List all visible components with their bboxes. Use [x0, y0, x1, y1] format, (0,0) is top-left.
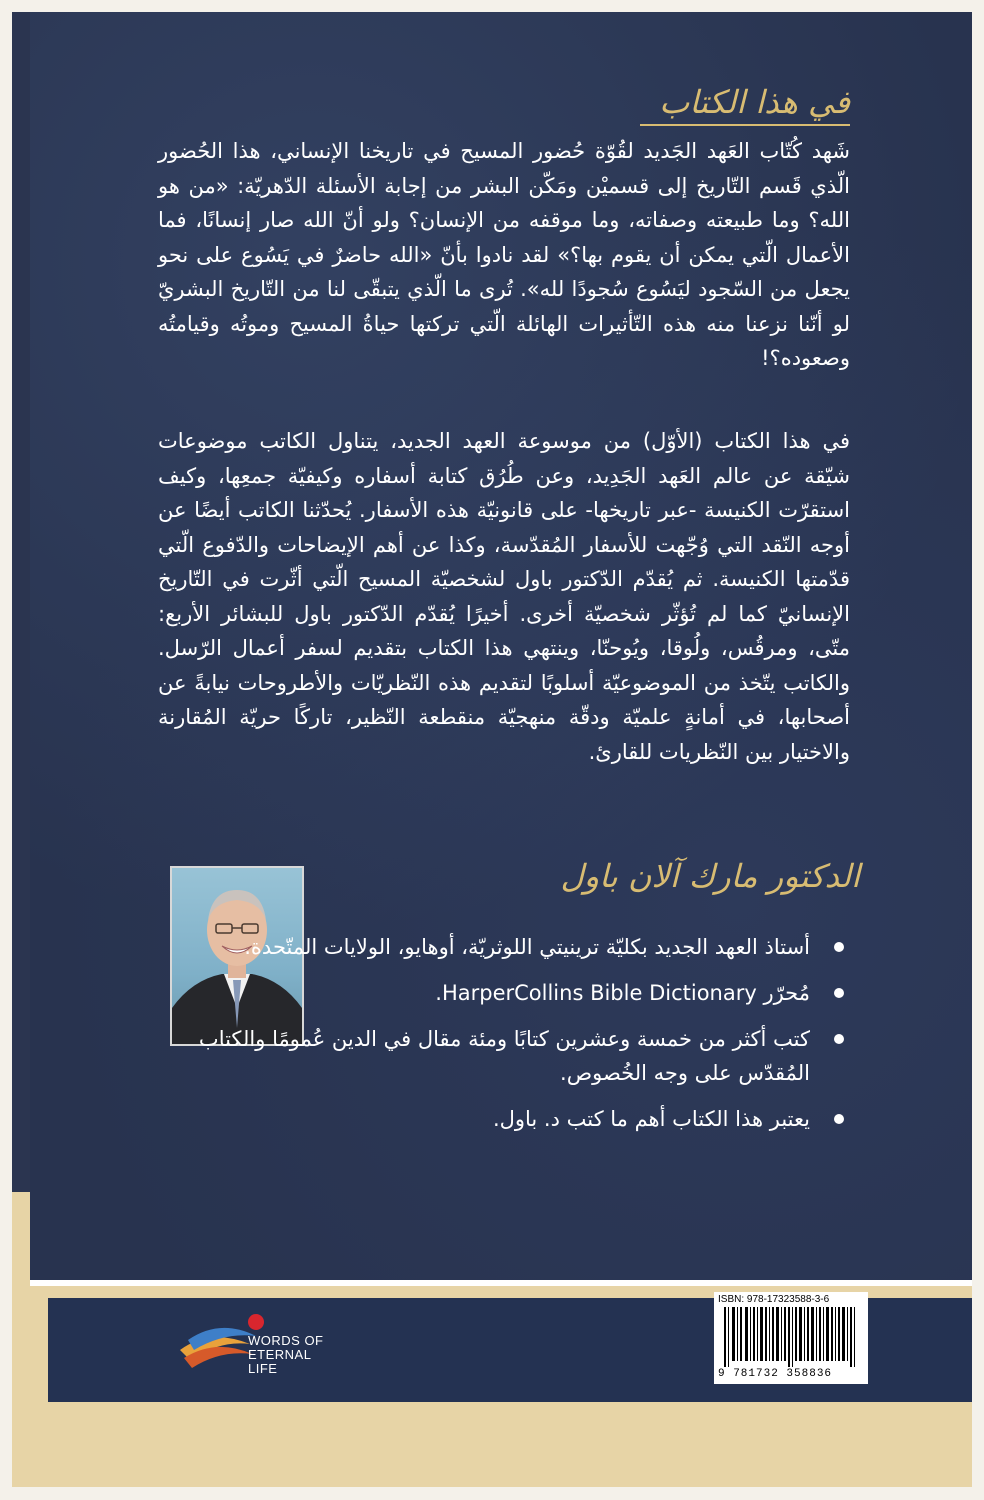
about-book-heading: في هذا الكتاب: [659, 83, 850, 121]
about-book-paragraph-1: شَهد كُتّاب العَهد الجَديد لقُوّة حُضور المسيح في تاريخنا الإنساني، هذا الحُضور الّذي قَسم التّاريخ إلى قسميْن ومَكّن البشر من إجابة الأسئلة الدّهريّة: «من هو الله؟ وما طبيعته وصفاته، وما موقفه من الإنسان؟ ولو أنّ الله صار إنسانًا، فما الأعمال الّتي يمكن أن يقوم بها؟» لقد نادوا بأنّ «الله حاضرٌ في يَسُوع على نحو يجعل من السّجود ليَسُوع سُجودًا لله». تُرى ما الّذي يتبقّى لنا من التّاريخ البشريّ لو أنّنا نزعنا منه هذه التّأثيرات الهائلة الّتي تركتها حياةُ المسيح وموتُه وقيامتُه وصعوده؟!: [158, 139, 850, 370]
list-item: كتب أكثر من خمسة وعشرين كتابًا ومئة مقال في الدين عُمومًا والكتاب المُقدّس على وجه الخُصوص.: [160, 1022, 850, 1090]
barcode-icon: [720, 1307, 862, 1367]
list-item: أستاذ العهد الجديد بكليّة ترينيتي اللوثريّة، أوهايو، الولايات المتّحدة.: [160, 930, 850, 964]
list-item: مُحرّر HarperCollins Bible Dictionary.: [160, 976, 850, 1010]
author-heading: الدكتور مارك آلان باول: [560, 857, 860, 895]
bullet-icon: [834, 942, 844, 952]
about-book-paragraph-2: في هذا الكتاب (الأوّل) من موسوعة العهد الجديد، يتناول الكاتب موضوعات شيّقة عن عالم العَهد الجَدِيد، وعن طُرُق كتابة أسفاره وكيفيّة جمعِها، وكيف استقرّت الكنيسة -عبر تاريخها- على قانونيّة هذه الأسفار. يُحدّثنا الكاتب أيضًا عن أوجه النّقد التي وُجّهت للأسفار المُقدّسة، وكذا عن أهم الإيضاحات والدّفوع الّتي قدّمتها الكنيسة. ثم يُقدّم الدّكتور باول لشخصيّة المسيح الّتي أثّرت في التّاريخ الإنسانيّ كما لم تُؤثّر شخصيّة أخرى. أخيرًا يُقدّم الدّكتور باول للبشائر الأربع: متّى، ومرقُس، ولُوقا، ويُوحنّا، وينتهي هذا الكتاب بتقديم لسفر أعمال الرّسل. والكاتب يتّخذ من الموضوعيّة أسلوبًا لتقديم هذه النّظريّات والأطروحات نيابةً عن أصحابها، في أمانةٍ علميّة ودقّة منهجيّة منقطعة النّظير، تاركًا حريّة المُقارنة والاختيار بين النّظريات للقارئ.: [158, 429, 850, 764]
bullet-icon: [834, 1114, 844, 1124]
barcode-digits: 9 781732 358836: [718, 1368, 833, 1380]
spine-edge: [12, 12, 30, 1192]
bullet-icon: [834, 1034, 844, 1044]
author-bullet-list: [160, 930, 850, 1148]
list-item: يعتبر هذا الكتاب أهم ما كتب د. باول.: [160, 1102, 850, 1136]
isbn-barcode: [714, 1292, 868, 1384]
isbn-label: ISBN: 978-17323588-3-6: [718, 1294, 830, 1305]
bullet-icon: [834, 988, 844, 998]
publisher-logo-text: WORDS OF ETERNAL LIFE: [248, 1333, 324, 1376]
heading-underline-decoration: [640, 124, 850, 126]
